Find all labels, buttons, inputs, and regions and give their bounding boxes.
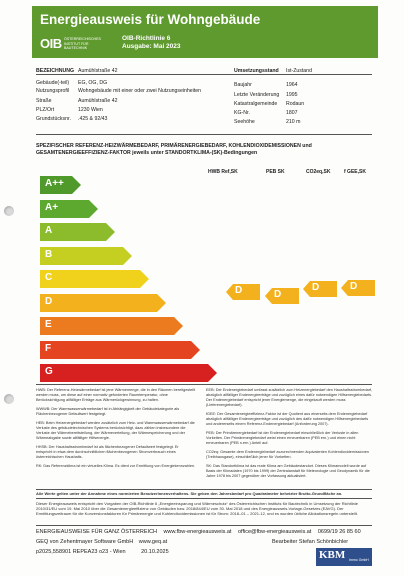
description-sk: SK: Das Standortklima ist das reale Klima am Gebäudestandort. Dieses Klimamodell wurde auf Basis der Klimadaten (1970 bis 1999) der Zentralanstalt für Meteorologie und Geodynamik für die Jahre 1978 bis 2007 gegenüber der Vorfassung aktualisiert. <box>206 464 370 478</box>
guideline-version <box>122 35 181 51</box>
rating-label: D <box>274 288 282 300</box>
scale-bar-label: C <box>45 272 53 283</box>
footer-phone: 0699/19 26 85 60 <box>317 529 361 535</box>
footer-reference: p2025,558901 REPEA23 o23 - Wien <box>36 549 126 555</box>
field-label: Katastralgemeinde <box>234 101 278 107</box>
scale-bar-label: E <box>45 319 52 330</box>
scale-bar-d <box>40 294 166 312</box>
column-head-peb: PEB SK <box>266 169 285 175</box>
field-value: Rodaun <box>286 101 305 107</box>
kbm-logo <box>316 548 372 566</box>
rating-badge-peb <box>265 288 299 304</box>
scale-bar-label: A++ <box>45 178 64 189</box>
divider <box>36 74 372 75</box>
field-value: .425 & 92/43 <box>78 116 108 122</box>
scale-bar-label: A <box>45 225 53 236</box>
scale-bar-label: B <box>45 248 53 260</box>
field-label: Umsetzungsstand <box>234 68 279 74</box>
description-hwb: HWB: Der Referenz-Heizwärmebedarf ist jene Wärmemenge, die in den Räumen bereitgestellt werden muss, um diese auf einer normativ geforderten Raumtemperatur, ohne Berücksichtigung allfälliger Erträge aus Wärmerückgewinnung, zu halten. <box>36 388 196 402</box>
field-value: Aumühlstraße 42 <box>78 68 118 74</box>
scale-bar-b <box>40 247 132 265</box>
field-label: Seehöhe <box>234 119 255 125</box>
field-label: KG-Nr. <box>234 110 250 116</box>
divider <box>36 525 372 526</box>
punch-hole <box>4 394 14 404</box>
guideline-name: OIB-Richtlinie 6 <box>122 35 171 42</box>
footer-software-site[interactable]: www.geq.at <box>138 539 168 545</box>
rating-badge-fgee <box>341 280 375 296</box>
descriptions-left <box>36 388 196 469</box>
description-co2: CO2eq: Gesamte dem Endenergiebedarf zuzurechnenden äquivalenten Kohlendioxidemissionen (Treibhausgase), einschließlich jener für Vorketten. <box>206 450 369 459</box>
field-label: Baujahr <box>234 82 252 88</box>
description-rk: RK: Das Referenzklima ist ein virtuelles Klima. Es dient zur Ermittlung von Energiekennzahlen. <box>36 464 196 468</box>
rating-label: D <box>235 284 243 296</box>
footer-editor: Bearbeiter Stefan Schönbichler <box>272 539 349 545</box>
certificate-header <box>32 6 378 58</box>
legal-note: Dieser Energieausweis entspricht den Vorgaben der OIB-Richtlinie 6 „Energieeinsparung und Wärmeschutz“ des Österreichischen Instituts für Bautechnik in Umsetzung der Richtlinie 2010/31/EU vom 19. Mai 2010 über die Gesamtenergieeffizienz von Gebäuden bzw. 2018/844/EU vom 30. Mai 2018 und des Energieausweis-Vorlage-Gesetzes (EAVG). Der Ermittlungszeitraum für die Konversionsfaktoren für Primärenergie und Kohlendioxidemissionen ist für Strom: 2018–01 – 2021-12, und es wurden übliche Allokationsregeln unterstellt. <box>36 501 358 516</box>
scale-bar-aplus <box>40 200 98 218</box>
column-head-hwb: HWB Ref,SK <box>208 169 238 175</box>
description-hhsb: HHSB: Der Haushaltsstrombedarf ist als flächenbezogener Defaultwert festgelegt. Er entspricht in etwa dem durchschnittlichen flächenbezogenen Stromverbrauch eines österreichischen Haushalts. <box>36 445 179 459</box>
field-value: 210 m <box>286 119 301 125</box>
footer-line-1 <box>36 529 361 535</box>
guideline-edition: Ausgabe: Mai 2023 <box>122 43 181 50</box>
scale-bar-c <box>40 270 149 288</box>
footer-software: GEQ von Zehentmayer Software GmbH <box>36 539 134 545</box>
rating-label: D <box>350 280 358 292</box>
description-peb: PEB: Der Primärenergiebedarf ist der Endenergiebedarf einschließlich der Verluste in allen Vorketten. Der Primärenergiebedarf weist einen erneuerbaren (PEB ern.) und einen nicht erneuerbaren (PEB n.ern.) Anteil auf. <box>206 431 359 445</box>
rating-badge-co2 <box>303 281 337 297</box>
footer-company: ENERGIEAUSWEISE FÜR GANZ ÖSTERREICH <box>36 529 158 535</box>
divider <box>36 489 372 490</box>
description-eeb: EEB: Der Endenergiebedarf umfasst zusätzlich zum Heizenergiebedarf den Haushaltsstrombedarf, abzüglich allfälliger Endenergieerträge und zuzüglich eines dafür notwendigen Hilfsenergiebedarfs. Der Endenergiebedarf entspricht jener Energiemenge, die eingekauft werden muss (Lieferenergiebedarf). <box>206 388 373 407</box>
field-value: Aumühlstraße 42 <box>78 98 118 104</box>
rating-badge-hwb <box>226 284 260 300</box>
column-head-co2: CO2eq,SK <box>306 169 331 175</box>
kbm-logo-subtitle: Immo GmbH <box>349 558 369 562</box>
footer-date: 20.10.2025 <box>141 549 169 555</box>
scale-bar-label: A+ <box>45 201 59 213</box>
field-value: 1807 <box>286 110 298 116</box>
field-value: 1964 <box>286 82 298 88</box>
field-label: Nutzungsprofil <box>36 88 70 94</box>
scale-bar-a <box>40 223 115 241</box>
description-wwwb: WWWB: Der Warmwasserwärmebedarf ist in Abhängigkeit der Gebäudekategorie als Flächenbezogener Defaultwert festgelegt. <box>36 407 180 416</box>
field-label: Letzte Veränderung <box>234 92 280 98</box>
values-note: Alle Werte gelten unter der Annahme eines normierten BenutzerInnenverhaltens. Sie geben den Jahresbedarf pro Quadratmeter beheizter Brutto-Grundfläche an. <box>36 491 343 496</box>
scale-bar-label: F <box>45 342 52 354</box>
certificate-title: Energieausweis für Wohngebäude <box>40 12 261 27</box>
rating-label: D <box>312 281 320 293</box>
divider <box>36 384 372 385</box>
description-heb: HEB: Beim Heizenergiebedarf werden zusätzlich zum Heiz- und Warmwasserwärmebedarf die Verluste des gebäudetechnischen Systems berücksichtigt, dazu zählen insbesondere die Verluste der Wärmebereitstellung, der Wärmeverteilung, der Wärmespeicherung und der Wärmeabgabe sowie allfälliger Hilfsenergie. <box>36 421 195 440</box>
field-value: Wohngebäude mit einer oder zwei Nutzungseinheiten <box>78 88 202 94</box>
scale-bar-g <box>40 364 217 382</box>
column-head-fgee: f GEE,SK <box>344 169 366 175</box>
footer-email[interactable]: office@fbw-energieausweis.at <box>237 529 312 535</box>
field-label: PLZ/Ort <box>36 107 55 113</box>
footer-line-3 <box>36 549 169 555</box>
scale-bar-e <box>40 317 183 335</box>
divider <box>36 498 372 499</box>
field-label: Gebäude(-teil) <box>36 80 70 86</box>
field-label: Grundstücksnr. <box>36 116 71 122</box>
field-value: 1995 <box>286 92 298 98</box>
section-title: SPEZIFISCHER REFERENZ-HEIZWÄRMEBEDARF, PRIMÄRENERGIEBEDARF, KOHLENDIOXIDEMISSIONEN und GESAMTENERGIEEFFIZIENZ-FAKTOR jeweils unter STANDORTKLIMA-(SK)-Bedingungen <box>36 143 312 156</box>
divider <box>36 134 372 135</box>
scale-bar-aplusplus <box>40 176 81 194</box>
scale-bar-label: D <box>45 295 53 307</box>
field-value: 1230 Wien <box>78 107 103 113</box>
description-fgee: fGEE: Der Gesamtenergieeffizienz-Faktor ist der Quotient aus einerseits dem Endenergiebedarf abzüglich allfälliger Endenergieerträge und zuzüglich des dafür notwendigen Hilfsenergiebedarfs und andererseits einem Referenz-Endenergiebedarf (Anforderung 2007). <box>206 412 369 426</box>
oib-logo-subtitle: ÖSTERREICHISCHES INSTITUT FÜR BAUTECHNIK <box>64 37 101 50</box>
field-label: Straße <box>36 98 52 104</box>
punch-hole <box>4 206 14 216</box>
descriptions-right <box>206 388 374 479</box>
scale-bar-label: G <box>45 366 53 377</box>
field-label: BEZEICHNUNG <box>36 68 75 74</box>
oib-logo: OIB <box>40 36 62 51</box>
scale-bar-f <box>40 341 200 359</box>
field-value: EG, OG, DG <box>78 80 108 86</box>
footer-website[interactable]: www.fbw-energieausweis.at <box>163 529 232 535</box>
field-value: Ist-Zustand <box>286 68 312 74</box>
kbm-logo-text: KBM <box>319 549 346 561</box>
footer-line-2 <box>36 539 167 545</box>
